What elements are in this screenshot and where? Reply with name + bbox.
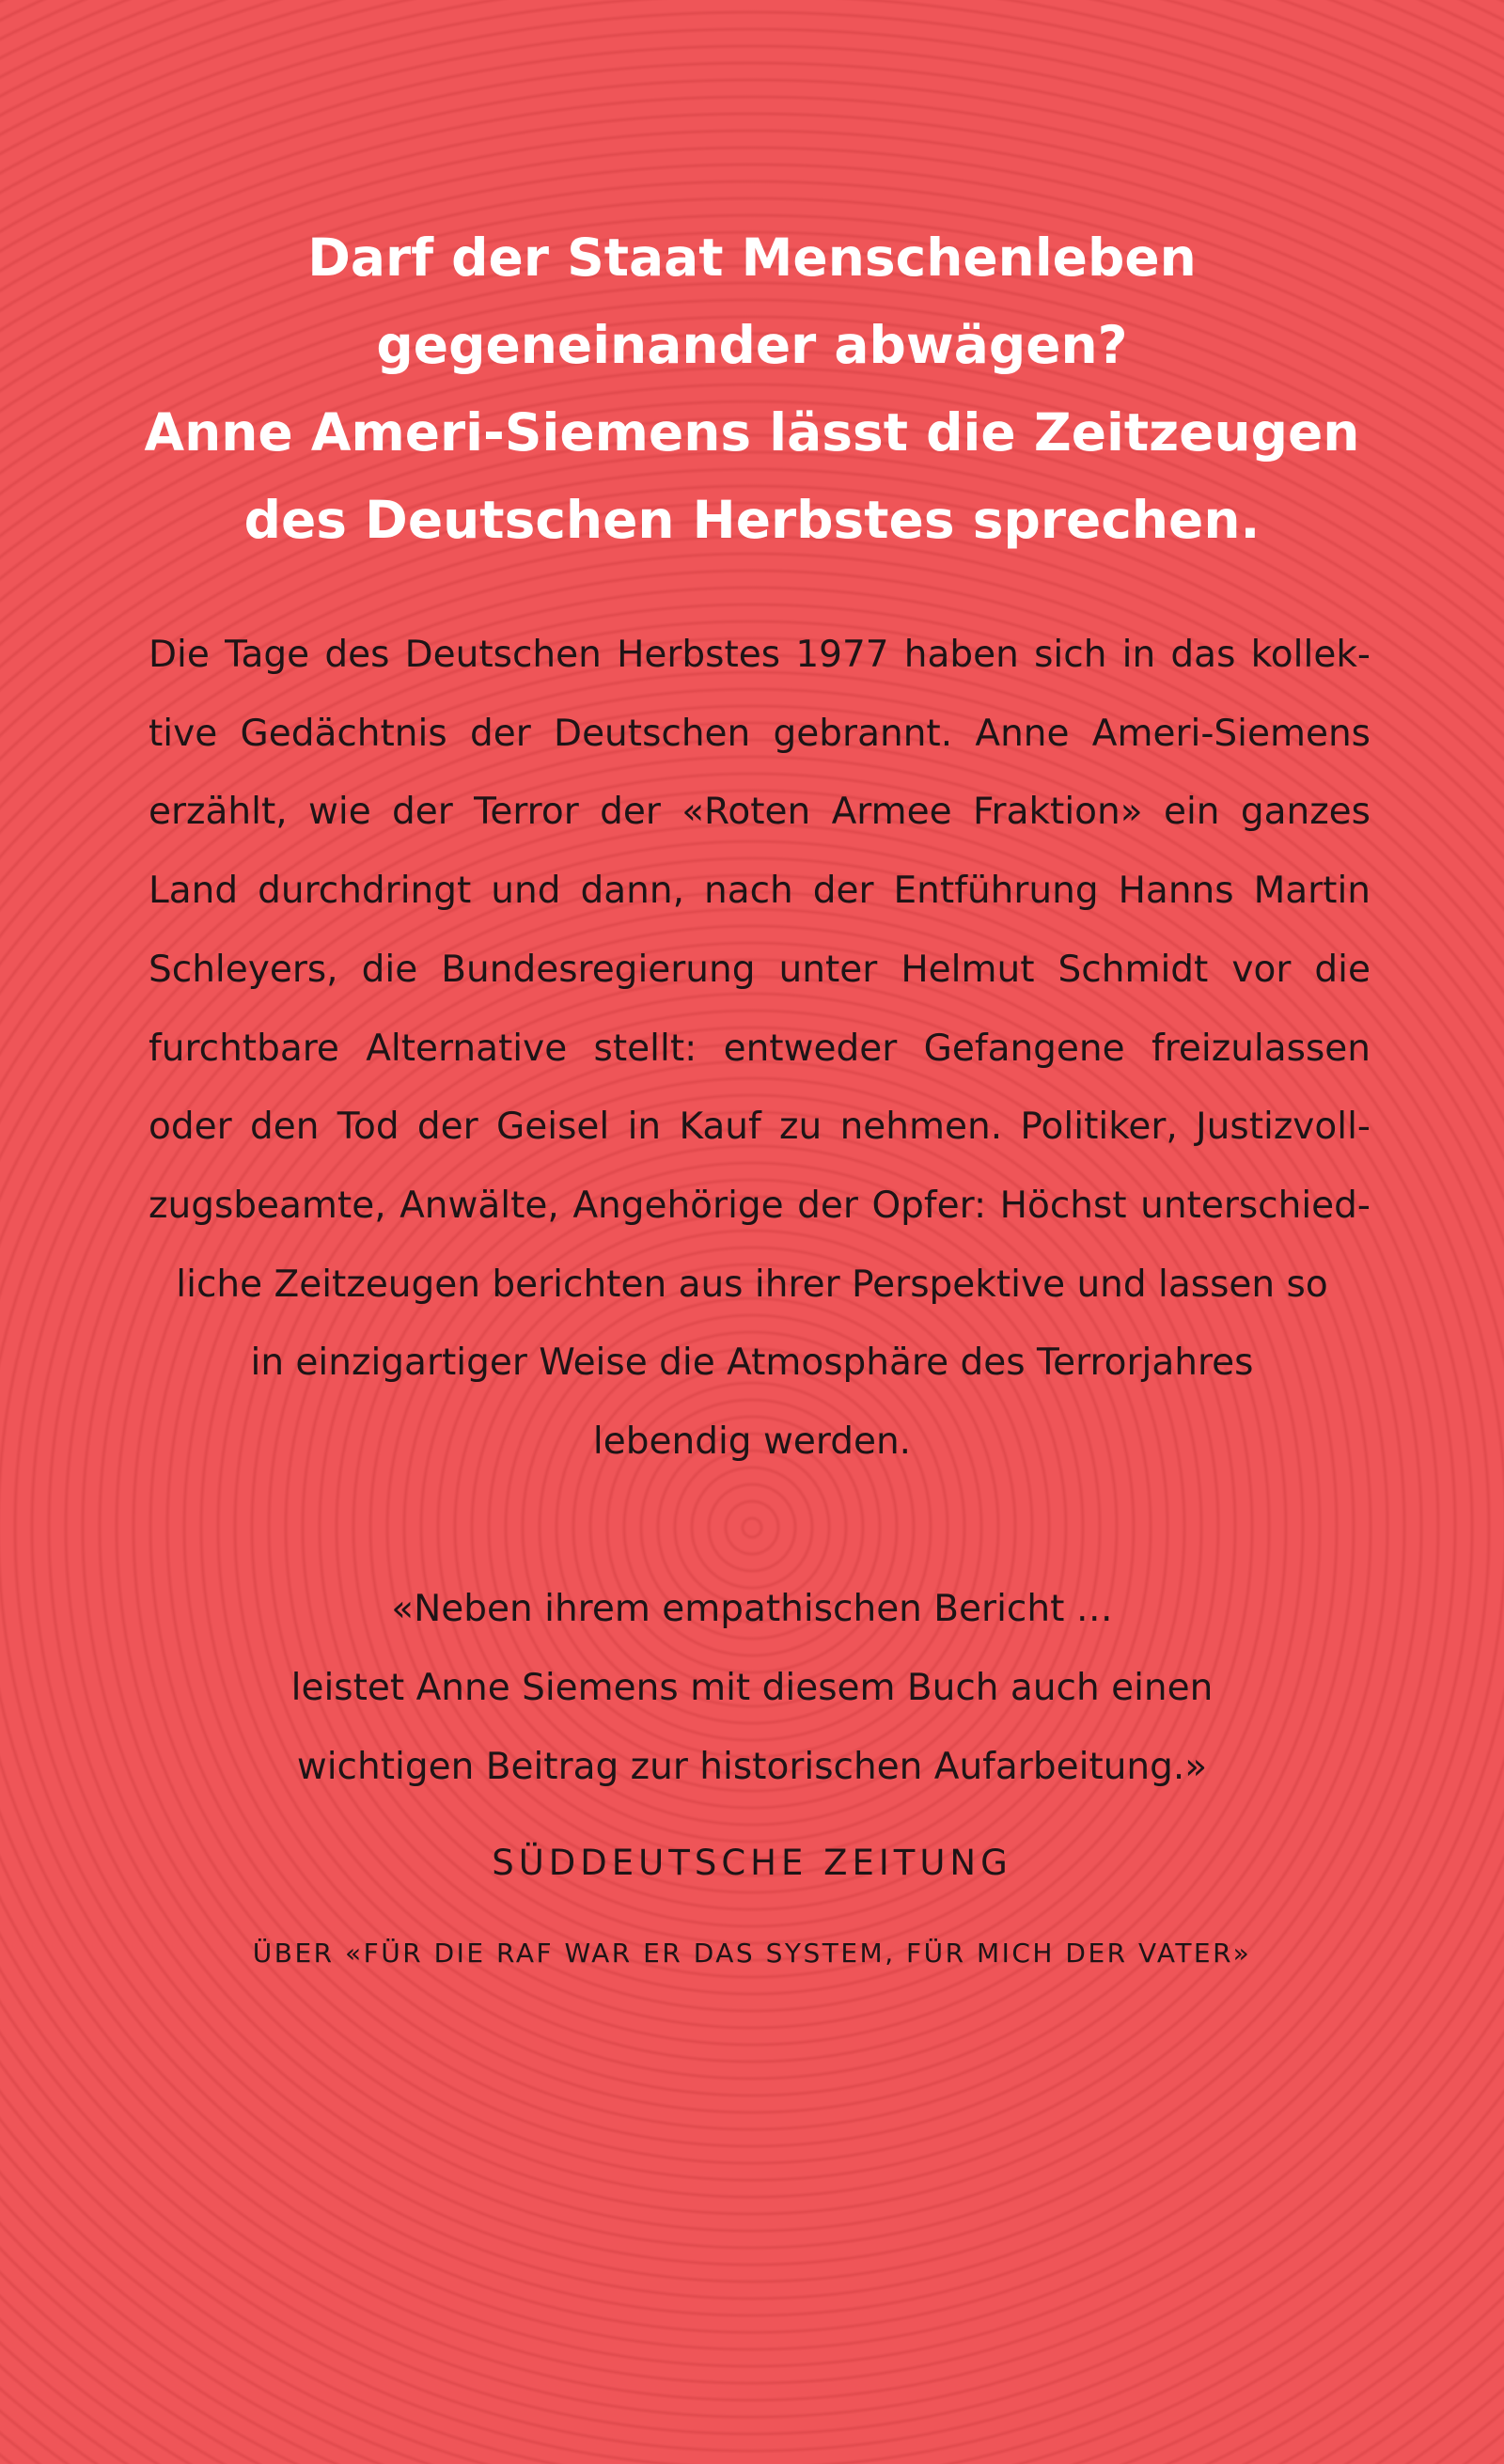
blurb-line: Land durchdringt und dann, nach der Entführung Hanns Martin <box>149 870 1371 913</box>
quote-about-book: ÜBER «FÜR DIE RAF WAR ER DAS SYSTEM, FÜR MICH DER VATER» <box>252 1938 1252 1969</box>
blurb-text <box>94 616 1410 1482</box>
blurb-line: lebendig werden. <box>592 1420 912 1464</box>
headline <box>94 214 1410 564</box>
blurb-line: liche Zeitzeugen berichten aus ihrer Perspektive und lassen so <box>176 1263 1328 1306</box>
blurb-line: Schleyers, die Bundesregierung unter Helmut Schmidt vor die <box>149 948 1371 991</box>
quote-line: leistet Anne Siemens mit diesem Buch auch einen <box>290 1667 1214 1709</box>
quote-line: «Neben ihrem empathischen Bericht … <box>391 1588 1113 1630</box>
headline-line: des Deutschen Herbstes sprechen. <box>243 490 1261 550</box>
blurb-line: in einzigartiger Weise die Atmosphäre des Terrorjahres <box>250 1342 1254 1385</box>
press-quote <box>94 1570 1410 1807</box>
blurb-line: erzählt, wie der Terror der «Roten Armee Fraktion» ein ganzes <box>149 791 1371 834</box>
quote-source: SÜDDEUTSCHE ZEITUNG <box>492 1843 1012 1883</box>
quote-line: wichtigen Beitrag zur historischen Aufarbeitung.» <box>296 1746 1208 1788</box>
blurb-line: oder den Tod der Geisel in Kauf zu nehmen. Politiker, Justizvoll- <box>149 1106 1371 1149</box>
blurb-line: tive Gedächtnis der Deutschen gebrannt. Anne Ameri-Siemens <box>149 712 1371 755</box>
headline-line: gegeneinander abwägen? <box>376 315 1128 375</box>
blurb-line: furchtbare Alternative stellt: entweder Gefangene freizulassen <box>149 1027 1371 1070</box>
headline-line: Anne Ameri-Siemens lässt die Zeitzeugen <box>144 402 1360 463</box>
blurb-line: zugsbeamte, Anwälte, Angehörige der Opfer: Höchst unterschied- <box>149 1184 1371 1227</box>
blurb-line: Die Tage des Deutschen Herbstes 1977 haben sich in das kollek- <box>149 634 1371 676</box>
headline-line: Darf der Staat Menschenleben <box>307 228 1197 288</box>
